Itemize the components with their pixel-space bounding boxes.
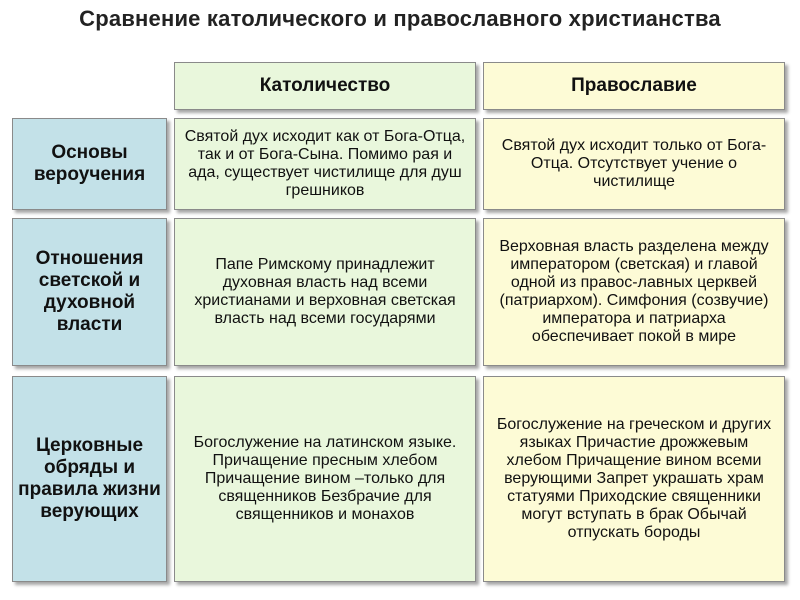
cell-doctrine-orthodoxy — [483, 118, 785, 210]
column-header-catholicism-label: Католичество — [259, 75, 391, 96]
row-header-rites — [12, 376, 167, 582]
column-header-catholicism — [174, 62, 476, 110]
row-header-label: Церковные обряды и правила жизни верующих — [18, 435, 161, 522]
cell-text: Верховная власть разделена между императором (светская) и главой одной из правос-лавных церквей (патриархом). Симфония (созвучие) императора и патриарха обеспечивает покой в мире — [499, 238, 769, 345]
cell-power-orthodoxy — [483, 218, 785, 366]
cell-text: Святой дух исходит как от Бога-Отца, так и от Бога-Сына. Помимо рая и ада, существует чистилище для душ грешников — [184, 128, 466, 199]
cell-text: Святой дух исходит только от Бога-Отца. Отсутствует учение о чистилище — [501, 137, 767, 190]
cell-rites-orthodoxy — [483, 376, 785, 582]
cell-text: Богослужение на греческом и других языках Причастие дрожжевым хлебом Причащение вином всеми верующими Запрет украшать храм статуями Приходские священники могут вступать в брак Обычай отпускать бороды — [496, 416, 772, 541]
row-header-power-relations — [12, 218, 167, 366]
cell-rites-catholicism — [174, 376, 476, 582]
cell-text: Богослужение на латинском языке. Причащение пресным хлебом Причащение вином –только для священников Безбрачие для священников и монахов — [193, 434, 457, 523]
page-title: Сравнение католического и православного христианства — [79, 6, 721, 31]
cell-power-catholicism — [174, 218, 476, 366]
column-header-orthodoxy-label: Православие — [571, 75, 697, 96]
row-header-label: Основы вероучения — [33, 142, 146, 185]
cell-text: Папе Римскому принадлежит духовная власть над всеми христианами и верховная светская власть над всеми государями — [194, 256, 456, 327]
row-header-label: Отношения светской и духовной власти — [35, 248, 144, 335]
row-header-doctrine — [12, 118, 167, 210]
column-header-orthodoxy — [483, 62, 785, 110]
cell-doctrine-catholicism — [174, 118, 476, 210]
